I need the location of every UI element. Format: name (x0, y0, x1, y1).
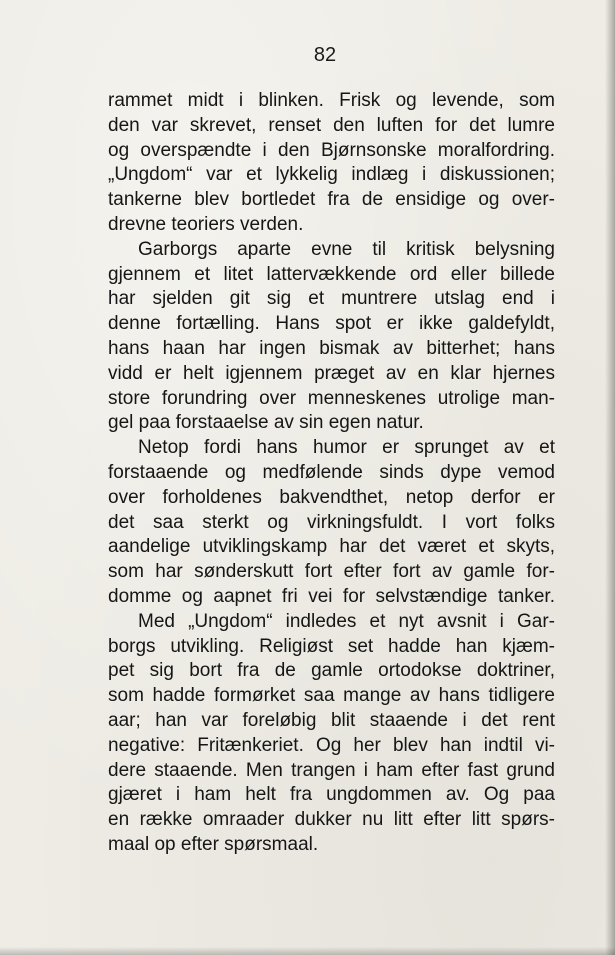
text-line: tankerne blev bortledet fra de ensidige og over- (108, 189, 555, 211)
text-line: som har sønderskutt fort efter fort av gamle for- (108, 561, 555, 583)
text-line: over forholdenes bakvendthet, netop derfor er (108, 486, 555, 508)
text-line: denne fortælling. Hans spot er ikke galdefyldt, (108, 313, 555, 335)
text-line: en række omraader dukker nu litt efter litt spørs- (108, 809, 555, 831)
text-line: pet sig bort fra de gamle ortodokse doktriner, (108, 660, 555, 682)
text-line: borgs utvikling. Religiøst set hadde han kjæm- (108, 635, 555, 657)
text-line: som hadde formørket saa mange av hans tidligere (108, 685, 555, 707)
text-line: Med „Ungdom“ indledes et nyt avsnit i Gar- (138, 610, 555, 632)
text-line: gjennem et litet lattervækkende ord eller billede (108, 263, 555, 285)
page-edge-shadow (605, 0, 615, 955)
text-line: gel paa forstaaelse av sin egen natur. (108, 412, 424, 434)
page-bottom-shadow (0, 947, 615, 955)
text-line: domme og aapnet fri vei for selvstændige tanker. (108, 585, 555, 607)
text-line: forstaaende og medfølende sinds dype vemod (108, 461, 555, 483)
text-line: rammet midt i blinken. Frisk og levende, som (108, 90, 555, 111)
text-line: store forundring over menneskenes utrolige man- (108, 387, 555, 409)
page-number: 82 (313, 44, 337, 66)
text-line: aandelige utviklingskamp har det været et skyts, (108, 536, 555, 558)
text-line: har sjelden git sig et muntrere utslag end i (108, 288, 555, 310)
text-line: aar; han var foreløbig blit staaende i det rent (108, 709, 555, 731)
text-line: hans haan har ingen bismak av bitterhet; hans (108, 337, 555, 359)
text-line: Garborgs aparte evne til kritisk belysning (138, 238, 555, 260)
text-line: vidd er helt igjennem præget av en klar hjernes (108, 362, 555, 384)
text-line: „Ungdom“ var et lykkelig indlæg i diskussionen; (108, 164, 555, 186)
text-line: og overspændte i den Bjørnsonske moralfordring. (108, 139, 555, 161)
body-text (108, 89, 555, 858)
text-line: gjæret i ham helt fra ungdommen av. Og paa (108, 784, 555, 806)
text-line: Netop fordi hans humor er sprunget av et (138, 437, 555, 459)
text-line: dere staaende. Men trangen i ham efter fast grund (108, 759, 555, 781)
text-line: drevne teoriers verden. (108, 213, 304, 235)
text-line: negative: Fritænkeriet. Og her blev han indtil vi- (108, 734, 555, 756)
text-line: den var skrevet, renset den luften for det lumre (108, 114, 555, 136)
text-line: det saa sterkt og virkningsfuldt. I vort folks (108, 511, 555, 533)
text-line: maal op efter spørsmaal. (108, 833, 319, 855)
